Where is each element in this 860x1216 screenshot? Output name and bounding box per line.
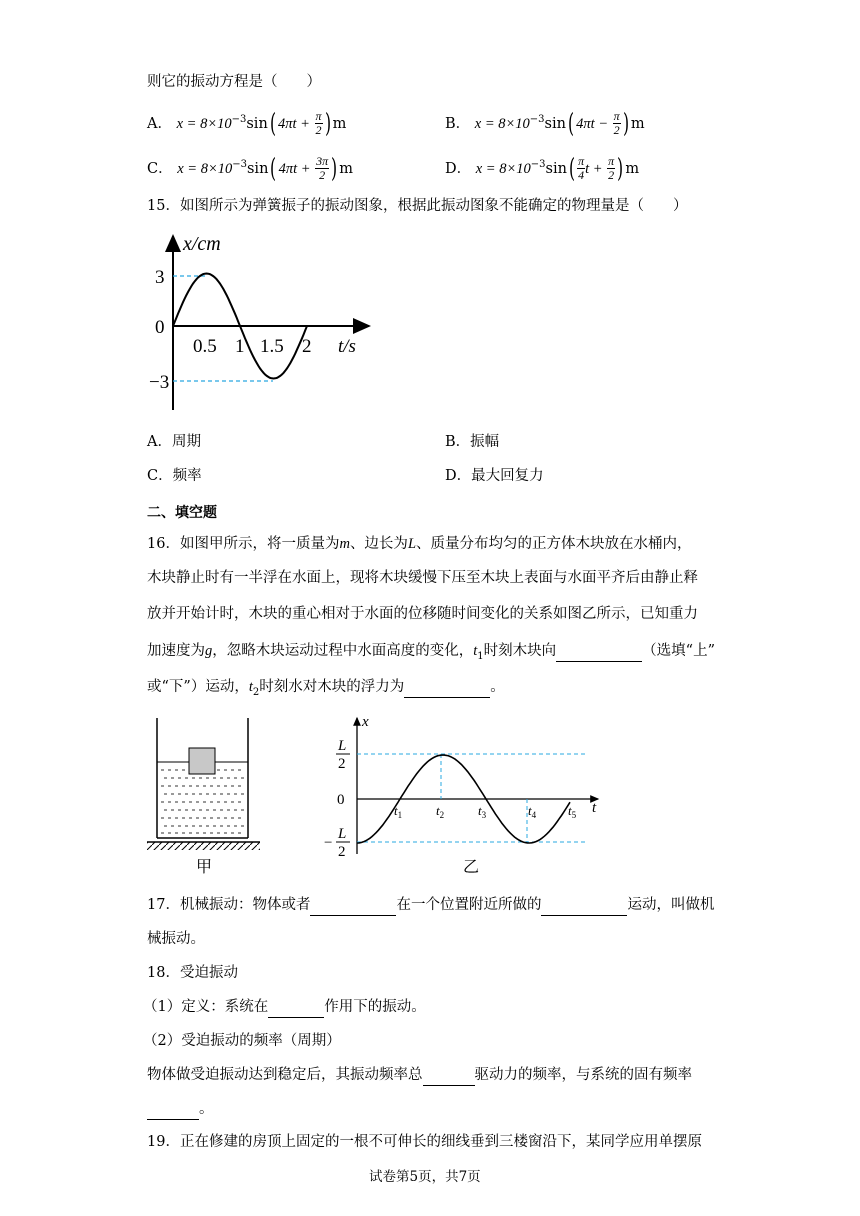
q18-title: 18．受迫振动: [147, 965, 238, 981]
page-footer: 试卷第5页，共7页: [369, 1169, 481, 1185]
q14-stem-tail: 则它的振动方程是（ ）: [147, 74, 321, 90]
formula-fraction: $\frac{\pi}{2}$: [608, 154, 615, 183]
formula-exponent: −3: [231, 114, 247, 125]
formula-exponent: −3: [530, 159, 546, 170]
svg-text:0: 0: [337, 792, 345, 808]
formula-arg: 4πt +: [278, 160, 311, 177]
q15-option-c[interactable]: C．频率: [147, 468, 202, 484]
svg-text:t5: $t_5$: [568, 803, 577, 820]
option-label: C．: [147, 160, 173, 177]
formula-prefix: x = 8×10: [176, 115, 232, 132]
q18-part-2: （2）受迫振动的频率（周期）: [143, 1033, 341, 1049]
origin-label: 0: [155, 317, 165, 338]
wood-block: [189, 748, 215, 774]
q16-line-3: 放并开始计时，木块的重心相对于水面的位移随时间变化的关系如图乙所示，已知重力: [147, 606, 698, 622]
formula-func: sin: [545, 160, 567, 177]
formula-fraction: $\frac{\pi}{2}$: [315, 109, 322, 138]
q14-option-b[interactable]: B． $x = 8\times 10^{-3}\sin$( 4πt − $\frac{\pi}{2}$ ) m: [445, 108, 645, 139]
section-heading: 二、填空题: [147, 505, 217, 521]
q16-line-4: 加速度为g，忽略木块运动过程中水面高度的变化，$t_1$时刻木块向 （选填“上”: [147, 643, 715, 662]
option-label: A．: [147, 115, 172, 132]
q15-vibration-chart: [145, 228, 380, 418]
formula-arg: 4πt +: [277, 115, 310, 132]
figure-yi-graph: [318, 712, 608, 862]
water-dashes: [161, 770, 245, 833]
svg-text:t3: $t_3$: [478, 803, 487, 820]
q17-blank-1[interactable]: [310, 895, 396, 916]
q18-line-3: 物体做受迫振动达到稳定后，其振动频率总 驱动力的频率，与系统的固有频率: [147, 1065, 692, 1086]
figure-jia-label: 甲: [196, 857, 213, 876]
q19-stem: 19．正在修建的房顶上固定的一根不可伸长的细线垂到三楼窗沿下，某同学应用单摆原: [147, 1134, 702, 1150]
formula-unit: m: [332, 115, 347, 132]
option-label: D．: [445, 160, 472, 177]
q17-line-1: 17．机械振动：物体或者 在一个位置附近所做的 运动，叫做机: [147, 895, 714, 916]
q18-blank-3[interactable]: [147, 1099, 199, 1120]
q18-blank-1[interactable]: [268, 997, 324, 1018]
formula-exponent: −3: [529, 114, 545, 125]
option-label: B．: [445, 115, 471, 132]
formula-fraction: $\frac{\pi}{2}$: [613, 109, 620, 138]
formula-unit: m: [339, 160, 354, 177]
svg-text:2: 2: [338, 756, 346, 772]
x-tick-1: 1: [235, 336, 245, 357]
q16-line-1: 16．如图甲所示，将一质量为m、边长为L、质量分布均匀的正方体木块放在水桶内，: [147, 536, 692, 552]
q18-line-4: 。: [147, 1099, 214, 1120]
q16-blank-buoyancy[interactable]: [404, 677, 490, 698]
svg-text:L: L: [338, 738, 347, 754]
formula-fraction-1: $\frac{\pi}{4}$: [578, 154, 585, 183]
x-tick-1.5: 1.5: [260, 336, 284, 357]
q15-option-a[interactable]: A．周期: [147, 434, 201, 450]
q15-stem: 15．如图所示为弹簧振子的振动图象，根据此振动图象不能确定的物理量是（ ）: [147, 198, 688, 214]
formula-unit: m: [630, 115, 645, 132]
x-axis-label: t/s: [338, 336, 356, 357]
svg-text:t1: $t_1$: [394, 803, 403, 820]
q16-blank-direction[interactable]: [556, 641, 642, 662]
q16-line-2: 木块静止时有一半浮在水面上，现将木块缓慢下压至木块上表面与水面平齐后由静止释: [147, 570, 698, 586]
svg-text:L: L: [338, 826, 347, 842]
q15-option-b[interactable]: B．振幅: [445, 434, 500, 450]
svg-text:t2: $t_2$: [436, 803, 445, 820]
formula-prefix: x = 8×10: [177, 160, 233, 177]
formula-arg: t +: [585, 160, 603, 177]
q17-blank-2[interactable]: [541, 895, 627, 916]
svg-text:t4: $t_4$: [528, 803, 537, 820]
q15-option-d[interactable]: D．最大回复力: [445, 468, 544, 484]
y-tick-3: 3: [155, 267, 165, 288]
svg-text:−: −: [324, 835, 333, 851]
q16-line-5: 或“下”）运动，$t_2$时刻水对木块的浮力为 。: [147, 679, 505, 698]
svg-text:2: 2: [338, 844, 346, 860]
formula-exponent: −3: [232, 159, 247, 170]
formula-func: sin: [246, 160, 269, 177]
formula-prefix: x = 8×10: [475, 160, 531, 177]
q18-part-1: （1）定义：系统在 作用下的振动。: [143, 997, 426, 1018]
q17-line-2: 械振动。: [147, 931, 205, 947]
y-axis-label: x/cm: [183, 233, 221, 255]
y-tick-neg3: −3: [149, 372, 170, 393]
q18-blank-2[interactable]: [423, 1065, 475, 1086]
q14-option-d[interactable]: D． $x = 8\times 10^{-3}\sin$( $\frac{\pi}{4}$ t + $\frac{\pi}{2}$ ) m: [445, 153, 640, 184]
q14-option-c[interactable]: C． $x = 8\times 10^{-3}\sin$( 4πt + $\frac{3\pi}{2}$ ) m: [147, 153, 354, 184]
formula-unit: m: [625, 160, 640, 177]
formula-arg: 4πt −: [576, 115, 609, 132]
x-tick-0.5: 0.5: [193, 336, 217, 357]
formula-fraction: $\frac{3\pi}{2}$: [316, 154, 329, 183]
x-tick-2: 2: [302, 336, 312, 357]
q14-option-a[interactable]: A． $x = 8\times 10^{-3}\sin$( 4πt + $\frac{\pi}{2}$ ) m: [147, 108, 347, 139]
svg-text:t: t: [592, 800, 597, 816]
svg-text:x: x: [362, 714, 369, 730]
formula-func: sin: [246, 115, 268, 132]
formula-func: sin: [544, 115, 566, 132]
formula-prefix: x = 8×10: [474, 115, 530, 132]
figure-yi-label: 乙: [463, 857, 480, 876]
